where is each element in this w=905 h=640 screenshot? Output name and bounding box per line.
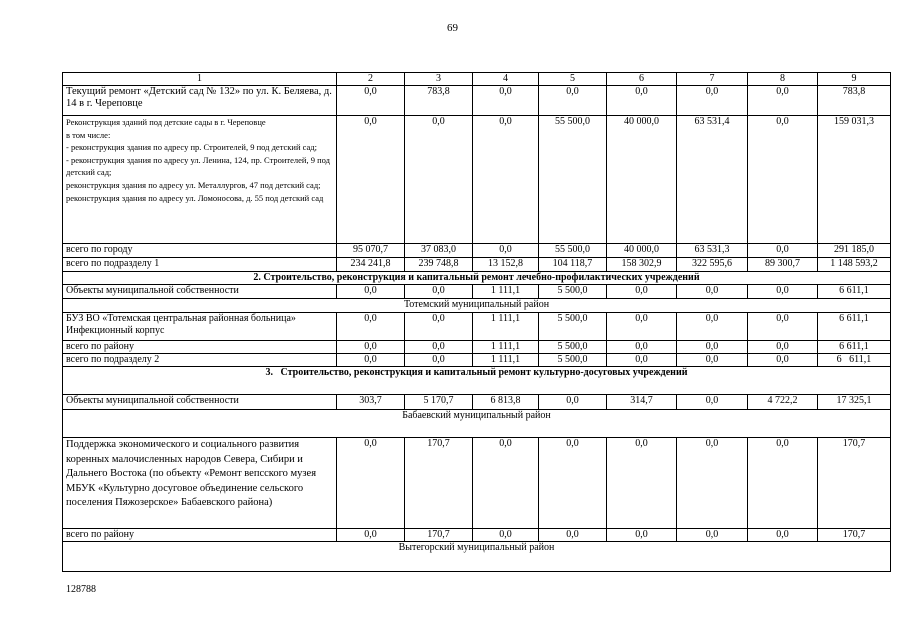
row-description: всего по подразделу 2 xyxy=(63,354,337,367)
table-row xyxy=(63,244,891,258)
table-cell: 0,0 xyxy=(607,438,677,529)
row-description: Объекты муниципальной собственности xyxy=(63,285,337,299)
table-cell: 0,0 xyxy=(539,438,607,529)
table-cell: 0,0 xyxy=(677,313,748,341)
desc-line: в том числе: xyxy=(66,129,111,140)
table-cell: 17 325,1 xyxy=(818,395,891,410)
section-title: 2. Строительство, реконструкция и капитальный ремонт лечебно-профилактических учреждений xyxy=(63,272,891,285)
table-cell: 0,0 xyxy=(677,285,748,299)
table-cell: 0,0 xyxy=(337,354,405,367)
table-cell: 1 111,1 xyxy=(473,341,539,354)
table-cell: 0,0 xyxy=(337,116,405,244)
table-cell: 40 000,0 xyxy=(607,116,677,244)
table-cell: 0,0 xyxy=(748,438,818,529)
table-cell: 0,0 xyxy=(337,529,405,542)
table-cell: 1 148 593,2 xyxy=(818,258,891,272)
table-cell: 0,0 xyxy=(748,529,818,542)
table-cell: 6 611,1 xyxy=(818,354,891,367)
table-cell: 0,0 xyxy=(337,285,405,299)
table-cell: 303,7 xyxy=(337,395,405,410)
col-header: 6 xyxy=(607,73,677,86)
table-cell: 0,0 xyxy=(405,313,473,341)
table-cell: 170,7 xyxy=(818,438,891,529)
row-description: Текущий ремонт «Детский сад № 132» по ул. К. Беляева, д. 14 в г. Череповце xyxy=(63,86,337,116)
table-cell: 6 611,1 xyxy=(818,285,891,299)
table-row xyxy=(63,285,891,299)
col-header: 4 xyxy=(473,73,539,86)
table-cell: 0,0 xyxy=(748,285,818,299)
district-title: Тотемский муниципальный район xyxy=(63,299,891,313)
col-header: 2 xyxy=(337,73,405,86)
table-cell: 0,0 xyxy=(337,313,405,341)
table-cell: 0,0 xyxy=(748,313,818,341)
table-cell: 0,0 xyxy=(539,529,607,542)
table-cell: 234 241,8 xyxy=(337,258,405,272)
section-heading-row xyxy=(63,272,891,285)
table-cell: 0,0 xyxy=(677,438,748,529)
column-number-row xyxy=(63,73,891,86)
table-cell: 5 500,0 xyxy=(539,354,607,367)
table-cell: 89 300,7 xyxy=(748,258,818,272)
table-cell: 0,0 xyxy=(405,341,473,354)
col-header: 1 xyxy=(63,73,337,86)
table-row xyxy=(63,313,891,341)
table-cell: 55 500,0 xyxy=(539,116,607,244)
district-title: Вытегорский муниципальный район xyxy=(63,542,891,572)
table-cell: 4 722,2 xyxy=(748,395,818,410)
table-cell: 63 531,4 xyxy=(677,116,748,244)
table-cell: 0,0 xyxy=(748,86,818,116)
district-heading-row xyxy=(63,299,891,313)
col-header: 8 xyxy=(748,73,818,86)
row-description: всего по району xyxy=(63,529,337,542)
table-cell: 5 500,0 xyxy=(539,313,607,341)
table-cell: 159 031,3 xyxy=(818,116,891,244)
table-cell: 0,0 xyxy=(607,529,677,542)
table-cell: 783,8 xyxy=(818,86,891,116)
col-header: 9 xyxy=(818,73,891,86)
table-cell: 0,0 xyxy=(677,529,748,542)
table-cell: 170,7 xyxy=(405,438,473,529)
table-cell: 37 083,0 xyxy=(405,244,473,258)
table-cell: 0,0 xyxy=(748,341,818,354)
row-description: всего по городу xyxy=(63,244,337,258)
table-cell: 0,0 xyxy=(473,116,539,244)
table-cell: 0,0 xyxy=(748,116,818,244)
table-cell: 55 500,0 xyxy=(539,244,607,258)
table-cell: 0,0 xyxy=(473,244,539,258)
table-cell: 170,7 xyxy=(818,529,891,542)
row-description: БУЗ ВО «Тотемская центральная районная больница» Инфекционный корпус xyxy=(63,313,337,341)
section-title: 3. Строительство, реконструкция и капитальный ремонт культурно-досуговых учреждений xyxy=(63,367,891,395)
table-cell: 5 500,0 xyxy=(539,341,607,354)
district-title: Бабаевский муниципальный район xyxy=(63,410,891,438)
table-cell: 314,7 xyxy=(607,395,677,410)
table-cell: 0,0 xyxy=(473,438,539,529)
table-row xyxy=(63,116,891,244)
budget-table xyxy=(62,72,891,572)
table-cell: 6 813,8 xyxy=(473,395,539,410)
page-number: 69 xyxy=(447,22,458,34)
table-cell: 0,0 xyxy=(748,354,818,367)
table-cell: 95 070,7 xyxy=(337,244,405,258)
table-row xyxy=(63,529,891,542)
table-cell: 158 302,9 xyxy=(607,258,677,272)
table-cell: 0,0 xyxy=(337,438,405,529)
table-cell: 1 111,1 xyxy=(473,285,539,299)
table-cell: 0,0 xyxy=(473,86,539,116)
table-cell: 0,0 xyxy=(337,86,405,116)
district-heading-row xyxy=(63,542,891,572)
table-cell: 322 595,6 xyxy=(677,258,748,272)
desc-line: - реконструкция здания по адресу пр. Строителей, 9 под детский сад; xyxy=(66,142,317,153)
table-cell: 5 170,7 xyxy=(405,395,473,410)
table-cell: 783,8 xyxy=(405,86,473,116)
table-cell: 0,0 xyxy=(748,244,818,258)
section-heading-row xyxy=(63,367,891,395)
col-header: 3 xyxy=(405,73,473,86)
table-row xyxy=(63,354,891,367)
table-row xyxy=(63,86,891,116)
table-row xyxy=(63,438,891,529)
row-description: всего по району xyxy=(63,341,337,354)
table-cell: 0,0 xyxy=(677,354,748,367)
table-cell: 40 000,0 xyxy=(607,244,677,258)
row-description: всего по подразделу 1 xyxy=(63,258,337,272)
table-cell: 0,0 xyxy=(539,86,607,116)
table-cell: 6 611,1 xyxy=(818,341,891,354)
table-cell: 1 111,1 xyxy=(473,354,539,367)
table-cell: 0,0 xyxy=(607,341,677,354)
table-cell: 0,0 xyxy=(607,354,677,367)
row-description: Поддержка экономического и социального развития коренных малочисленных народов Севера, Сибири и Дальнего Востока (по объекту «Ремонт вепсского музея МБУК «Культурно досуговое объединение сельского поселения Пяжозерское» Бабаевского района) xyxy=(63,438,337,529)
table-cell: 0,0 xyxy=(405,285,473,299)
table-cell: 0,0 xyxy=(405,116,473,244)
table-cell: 1 111,1 xyxy=(473,313,539,341)
table-cell: 6 611,1 xyxy=(818,313,891,341)
table-cell: 104 118,7 xyxy=(539,258,607,272)
table-row xyxy=(63,395,891,410)
table-cell: 0,0 xyxy=(607,86,677,116)
row-description: Объекты муниципальной собственности xyxy=(63,395,337,410)
table-cell: 0,0 xyxy=(607,313,677,341)
table-cell: 170,7 xyxy=(405,529,473,542)
table-cell: 291 185,0 xyxy=(818,244,891,258)
table-cell: 0,0 xyxy=(677,395,748,410)
row-description xyxy=(63,116,337,244)
table-cell: 0,0 xyxy=(405,354,473,367)
desc-line: - реконструкция здания по адресу ул. Ленина, 124, пр. Строителей, 9 под детский сад; xyxy=(66,154,330,178)
table-cell: 0,0 xyxy=(677,341,748,354)
table-row xyxy=(63,258,891,272)
table-cell: 239 748,8 xyxy=(405,258,473,272)
desc-line: реконструкция здания по адресу ул. Металлургов, 47 под детский сад; xyxy=(66,179,321,190)
desc-line: реконструкция здания по адресу ул. Ломоносова, д. 55 под детский сад xyxy=(66,192,324,203)
table-cell: 13 152,8 xyxy=(473,258,539,272)
table-cell: 0,0 xyxy=(473,529,539,542)
col-header: 5 xyxy=(539,73,607,86)
document-code: 128788 xyxy=(66,584,96,595)
table-cell: 0,0 xyxy=(677,86,748,116)
table-cell: 0,0 xyxy=(607,285,677,299)
table-cell: 5 500,0 xyxy=(539,285,607,299)
table-cell: 0,0 xyxy=(539,395,607,410)
table-cell: 0,0 xyxy=(337,341,405,354)
table-row xyxy=(63,341,891,354)
table-cell: 63 531,3 xyxy=(677,244,748,258)
desc-line: Реконструкция зданий под детские сады в г. Череповце xyxy=(66,117,266,127)
district-heading-row xyxy=(63,410,891,438)
col-header: 7 xyxy=(677,73,748,86)
